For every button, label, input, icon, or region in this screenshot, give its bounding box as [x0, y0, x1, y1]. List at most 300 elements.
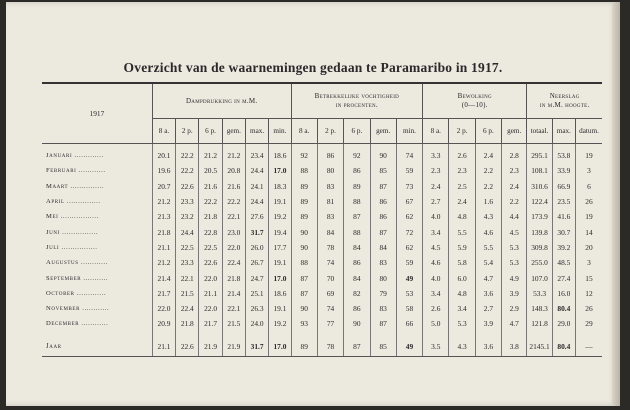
cloud-value: 4.8 — [449, 286, 475, 301]
vapour-value: 24.4 — [245, 163, 268, 178]
cloud-value: 5.5 — [449, 224, 475, 239]
leader-dots: ........... — [81, 274, 109, 282]
month-label — [42, 194, 152, 209]
month-row — [42, 194, 602, 209]
vapour-value: 21.7 — [199, 316, 222, 331]
vapour-value: 17.0 — [269, 270, 291, 285]
vapour-value: 23.3 — [176, 194, 199, 209]
rain-value: 23.5 — [552, 194, 575, 209]
humidity-value: 70 — [317, 270, 343, 285]
cloud-value: 2.5 — [449, 179, 475, 194]
humidity-value: 59 — [396, 255, 422, 270]
vapour-value: 24.4 — [245, 194, 268, 209]
humidity-value: 88 — [291, 255, 317, 270]
vapour-value: 22.5 — [176, 240, 199, 255]
cloud-value: 4.5 — [423, 240, 449, 255]
humidity-value: 49 — [396, 270, 422, 285]
rain-col-2-header: datum. — [575, 119, 602, 144]
vapour-value: 24.7 — [245, 270, 268, 285]
rain-value: 48.5 — [552, 255, 575, 270]
humidity-value: 88 — [291, 163, 317, 178]
humidity-value: 85 — [370, 163, 396, 178]
rain-col-0-header: totaal. — [527, 119, 552, 144]
cloud-value: 2.4 — [449, 194, 475, 209]
vapour-col-2-header: 6 p. — [199, 119, 222, 144]
cloud-value: 2.3 — [449, 163, 475, 178]
month-row — [42, 224, 602, 239]
humidity-header-line1: Betrekkelijke vochtigheid — [314, 92, 400, 100]
vapour-value: 24.1 — [245, 179, 268, 194]
rain-value: 107.0 — [527, 270, 552, 285]
vapour-value: 26.3 — [245, 301, 268, 316]
month-row — [42, 270, 602, 285]
rain-value: 3 — [575, 163, 602, 178]
humidity-value: 79 — [370, 286, 396, 301]
cloud-value: 2.4 — [475, 144, 501, 163]
month-label — [42, 270, 152, 285]
month-label — [42, 316, 152, 331]
vapour-value: 22.0 — [152, 301, 175, 316]
vapour-value: 21.6 — [199, 179, 222, 194]
cloud-value: 4.5 — [502, 224, 527, 239]
month-name: September — [46, 274, 82, 282]
humidity-value: 90 — [291, 224, 317, 239]
vapour-value: 21.2 — [199, 144, 222, 163]
vapour-value: 20.8 — [222, 163, 245, 178]
month-name: November — [46, 305, 81, 313]
vapour-value: 21.3 — [152, 209, 175, 224]
vapour-value: 31.7 — [245, 338, 268, 357]
month-row — [42, 144, 602, 163]
vapour-value: 21.9 — [222, 338, 245, 357]
month-label — [42, 209, 152, 224]
vapour-value: 23.0 — [222, 224, 245, 239]
vapour-value: 22.0 — [222, 240, 245, 255]
cloud-value: 3.3 — [423, 144, 449, 163]
humidity-value: 87 — [291, 286, 317, 301]
month-row — [42, 163, 602, 178]
cloud-value: 4.6 — [475, 224, 501, 239]
rain-value: 26 — [575, 194, 602, 209]
vapour-value: 17.0 — [269, 338, 291, 357]
vapour-value: 22.2 — [222, 194, 245, 209]
month-name: October — [46, 289, 75, 297]
cloud-value: 3.9 — [502, 286, 527, 301]
rain-value: 33.9 — [552, 163, 575, 178]
cloud-value: 3.9 — [475, 316, 501, 331]
vapour-value: 22.5 — [199, 240, 222, 255]
month-name: Mei — [46, 213, 59, 221]
rain-value: 41.6 — [552, 209, 575, 224]
month-label — [42, 255, 152, 270]
vapour-col-4-header: max. — [245, 119, 268, 144]
rain-value: 19 — [575, 144, 602, 163]
vapour-value: 21.7 — [152, 286, 175, 301]
humidity-value: 62 — [396, 209, 422, 224]
humidity-value: 82 — [344, 286, 370, 301]
cloud-value: 2.8 — [502, 144, 527, 163]
leader-dots: ............ — [76, 167, 106, 175]
vapour-value: 21.2 — [152, 194, 175, 209]
humidity-value: 53 — [396, 286, 422, 301]
humidity-value: 86 — [344, 163, 370, 178]
humidity-value: 78 — [317, 338, 343, 357]
humidity-value: 69 — [317, 286, 343, 301]
vapour-value: 17.7 — [269, 240, 291, 255]
rain-value: 53.3 — [527, 286, 552, 301]
table-body — [42, 144, 602, 356]
humidity-value: 80 — [370, 270, 396, 285]
vapour-col-3-header: gem. — [222, 119, 245, 144]
humidity-value: 59 — [396, 163, 422, 178]
humidity-value: 74 — [396, 144, 422, 163]
rain-value: 12 — [575, 286, 602, 301]
humidity-value: 87 — [370, 224, 396, 239]
humidity-value: 81 — [317, 194, 343, 209]
humidity-value: 89 — [344, 179, 370, 194]
rain-value: 66.9 — [552, 179, 575, 194]
humidity-value: 74 — [317, 301, 343, 316]
humidity-value: 86 — [344, 301, 370, 316]
leader-dots: ................ — [59, 228, 99, 236]
cloud-value: 4.8 — [449, 209, 475, 224]
cloud-value: 4.7 — [502, 316, 527, 331]
cloud-value: 3.4 — [423, 224, 449, 239]
rain-value: 6 — [575, 179, 602, 194]
vapour-value: 21.1 — [152, 338, 175, 357]
humidity-value: 87 — [344, 338, 370, 357]
cloud-value: 2.3 — [423, 163, 449, 178]
vapour-value: 22.2 — [176, 144, 199, 163]
cloud-value: 4.3 — [475, 209, 501, 224]
cloud-value: 1.6 — [475, 194, 501, 209]
humidity-value: 67 — [396, 194, 422, 209]
month-name: Juni — [46, 228, 60, 236]
humidity-value: 89 — [291, 209, 317, 224]
vapour-value: 22.0 — [199, 301, 222, 316]
humidity-value: 87 — [291, 270, 317, 285]
humidity-value: 92 — [344, 144, 370, 163]
vapour-value: 21.4 — [152, 270, 175, 285]
humidity-col-2-header: 6 p. — [344, 119, 370, 144]
rain-value: 14 — [575, 224, 602, 239]
vapour-value: 22.1 — [176, 270, 199, 285]
vapour-value: 21.2 — [222, 144, 245, 163]
cloud-value: 2.2 — [475, 179, 501, 194]
cloud-value: 2.9 — [502, 301, 527, 316]
month-label — [42, 286, 152, 301]
rain-value: 148.3 — [527, 301, 552, 316]
leader-dots: ............. — [72, 152, 104, 160]
cloud-value: 5.4 — [475, 255, 501, 270]
humidity-value: 58 — [396, 301, 422, 316]
humidity-value: 93 — [291, 316, 317, 331]
rain-value: 39.2 — [552, 240, 575, 255]
vapour-value: 19.1 — [269, 194, 291, 209]
cloud-value: 3.5 — [423, 338, 449, 357]
cloud-group-header — [423, 83, 527, 119]
vapour-value: 18.6 — [269, 286, 291, 301]
vapour-value: 19.4 — [269, 224, 291, 239]
rain-value: 173.9 — [527, 209, 552, 224]
rain-group-header — [527, 83, 602, 119]
month-label — [42, 144, 152, 163]
vapour-value: 21.5 — [176, 286, 199, 301]
cloud-value: 2.2 — [502, 194, 527, 209]
rain-value: 122.4 — [527, 194, 552, 209]
vapour-value: 21.8 — [152, 224, 175, 239]
humidity-value: 78 — [317, 240, 343, 255]
vapour-value: 20.5 — [199, 163, 222, 178]
cloud-value: 5.9 — [449, 240, 475, 255]
rain-value: 29 — [575, 316, 602, 331]
cloud-col-0-header: 8 a. — [423, 119, 449, 144]
vapour-col-0-header: 8 a. — [152, 119, 175, 144]
vapour-value: 21.8 — [176, 316, 199, 331]
month-row — [42, 255, 602, 270]
cloud-value: 5.0 — [423, 316, 449, 331]
leader-dots: ............ — [80, 305, 110, 313]
vapour-col-5-header: min. — [269, 119, 291, 144]
vapour-value: 22.6 — [176, 179, 199, 194]
vapour-value: 21.4 — [222, 286, 245, 301]
vapour-value: 19.2 — [269, 316, 291, 331]
humidity-value: 90 — [291, 301, 317, 316]
cloud-value: 2.2 — [475, 163, 501, 178]
cloud-value: 5.3 — [502, 255, 527, 270]
rain-value: 30.7 — [552, 224, 575, 239]
observations-table — [42, 82, 602, 357]
month-name: Februari — [46, 167, 77, 175]
vapour-value: 22.2 — [176, 163, 199, 178]
cloud-value: 4.3 — [449, 338, 475, 357]
year-total-row — [42, 338, 602, 357]
vapour-value: 18.6 — [269, 144, 291, 163]
vapour-value: 21.9 — [199, 338, 222, 357]
rain-value: 16.0 — [552, 286, 575, 301]
month-row — [42, 301, 602, 316]
month-name: Augustus — [46, 259, 79, 267]
month-row — [42, 316, 602, 331]
rain-header-line2: in m.M. hoogte. — [539, 101, 590, 109]
leader-dots: ............... — [68, 182, 105, 190]
leader-dots: ............... — [64, 198, 101, 206]
month-label — [42, 240, 152, 255]
cloud-value: 2.7 — [423, 194, 449, 209]
rain-value: 80.4 — [552, 338, 575, 357]
leader-dots: ................ — [59, 243, 98, 251]
month-label — [42, 179, 152, 194]
vapour-value: 21.6 — [222, 179, 245, 194]
rain-value: 27.4 — [552, 270, 575, 285]
vapour-value: 21.2 — [152, 255, 175, 270]
cloud-value: 5.3 — [449, 316, 475, 331]
cloud-value: 5.8 — [449, 255, 475, 270]
rain-header-line1: Neerslag — [549, 92, 580, 100]
humidity-value: 83 — [370, 255, 396, 270]
cloud-value: 4.6 — [423, 255, 449, 270]
vapour-value: 26.7 — [245, 255, 268, 270]
rain-value: — — [575, 338, 602, 357]
rain-value: 309.8 — [527, 240, 552, 255]
vapour-value: 20.9 — [152, 316, 175, 331]
month-name: April — [46, 198, 65, 206]
cloud-col-1-header: 2 p. — [449, 119, 475, 144]
vapour-value: 22.0 — [199, 270, 222, 285]
humidity-header-line2: in procenten. — [335, 101, 378, 109]
humidity-value: 88 — [344, 224, 370, 239]
book-page — [6, 2, 620, 406]
cloud-value: 5.5 — [475, 240, 501, 255]
vapour-value: 24.4 — [176, 224, 199, 239]
month-row — [42, 209, 602, 224]
leader-dots: ............ — [79, 320, 109, 328]
vapour-value: 22.2 — [199, 194, 222, 209]
cloud-value: 4.0 — [423, 209, 449, 224]
month-name: December — [46, 320, 80, 328]
vapour-value: 21.8 — [199, 209, 222, 224]
humidity-group-header — [291, 83, 423, 119]
humidity-value: 87 — [370, 316, 396, 331]
rain-value: 108.1 — [527, 163, 552, 178]
cloud-value: 3.6 — [475, 286, 501, 301]
cloud-value: 2.4 — [502, 179, 527, 194]
cloud-value: 3.6 — [475, 338, 501, 357]
leader-dots: ................. — [58, 213, 99, 221]
leader-dots: ............ — [78, 259, 108, 267]
vapour-value: 23.2 — [176, 209, 199, 224]
vapour-value: 19.6 — [152, 163, 175, 178]
rain-value: 20 — [575, 240, 602, 255]
humidity-value: 83 — [317, 179, 343, 194]
month-row — [42, 286, 602, 301]
vapour-value: 21.5 — [222, 316, 245, 331]
rain-value: 15 — [575, 270, 602, 285]
month-label — [42, 338, 152, 357]
vapour-value: 24.0 — [245, 316, 268, 331]
rain-value: 29.0 — [552, 316, 575, 331]
month-row — [42, 179, 602, 194]
cloud-value: 4.7 — [475, 270, 501, 285]
rain-value: 255.0 — [527, 255, 552, 270]
vapour-group-header: Dampdrukking in m.M. — [152, 83, 291, 119]
rain-value: 19 — [575, 209, 602, 224]
vapour-value: 22.6 — [176, 338, 199, 357]
cloud-value: 3.8 — [502, 338, 527, 357]
vapour-col-1-header: 2 p. — [176, 119, 199, 144]
rain-value: 3 — [575, 255, 602, 270]
humidity-value: 80 — [317, 163, 343, 178]
humidity-value: 66 — [396, 316, 422, 331]
year-header: 1917 — [89, 109, 105, 118]
humidity-value: 83 — [317, 209, 343, 224]
vapour-value: 22.6 — [199, 255, 222, 270]
vapour-value: 21.1 — [199, 286, 222, 301]
rain-value: 121.8 — [527, 316, 552, 331]
cloud-value: 3.4 — [423, 286, 449, 301]
cloud-value: 4.0 — [423, 270, 449, 285]
vapour-value: 19.1 — [269, 255, 291, 270]
cloud-value: 2.6 — [449, 144, 475, 163]
humidity-value: 72 — [396, 224, 422, 239]
cloud-value: 4.9 — [502, 270, 527, 285]
humidity-value: 92 — [291, 144, 317, 163]
vapour-value: 21.1 — [152, 240, 175, 255]
cloud-value: 2.4 — [423, 179, 449, 194]
vapour-value: 21.8 — [222, 270, 245, 285]
month-label — [42, 163, 152, 178]
humidity-value: 86 — [370, 194, 396, 209]
rain-value: 80.4 — [552, 301, 575, 316]
humidity-value: 84 — [370, 240, 396, 255]
humidity-value: 89 — [291, 179, 317, 194]
cloud-value: 4.4 — [502, 209, 527, 224]
humidity-value: 87 — [344, 209, 370, 224]
humidity-value: 74 — [317, 255, 343, 270]
humidity-value: 86 — [344, 255, 370, 270]
vapour-value: 20.7 — [152, 179, 175, 194]
group-header-row — [42, 83, 602, 119]
vapour-value: 22.1 — [222, 209, 245, 224]
month-label — [42, 224, 152, 239]
humidity-value: 90 — [344, 316, 370, 331]
cloud-col-3-header: gem. — [502, 119, 527, 144]
vapour-value: 20.1 — [152, 144, 175, 163]
humidity-value: 84 — [344, 240, 370, 255]
vapour-value: 18.3 — [269, 179, 291, 194]
cloud-value: 6.0 — [449, 270, 475, 285]
vapour-value: 25.1 — [245, 286, 268, 301]
humidity-value: 84 — [344, 270, 370, 285]
vapour-value: 23.3 — [176, 255, 199, 270]
humidity-value: 84 — [317, 224, 343, 239]
month-name: Januari — [46, 152, 73, 160]
vapour-value: 22.1 — [222, 301, 245, 316]
cloud-value: 2.7 — [475, 301, 501, 316]
humidity-value: 90 — [370, 144, 396, 163]
cloud-value: 2.3 — [502, 163, 527, 178]
humidity-value: 89 — [291, 338, 317, 357]
humidity-col-1-header: 2 p. — [317, 119, 343, 144]
humidity-value: 87 — [370, 179, 396, 194]
humidity-value: 88 — [344, 194, 370, 209]
rain-value: 139.8 — [527, 224, 552, 239]
cloud-value: 2.6 — [423, 301, 449, 316]
vapour-value: 22.4 — [222, 255, 245, 270]
vapour-value: 26.0 — [245, 240, 268, 255]
humidity-value: 73 — [396, 179, 422, 194]
cloud-value: 5.3 — [502, 240, 527, 255]
page-title: Overzicht van de waarnemingen gedaan te Paramaribo in 1917. — [123, 60, 503, 75]
humidity-value: 89 — [291, 194, 317, 209]
month-name: Juli — [46, 243, 60, 251]
humidity-col-3-header: gem. — [370, 119, 396, 144]
vapour-value: 17.0 — [269, 163, 291, 178]
month-row — [42, 240, 602, 255]
humidity-value: 62 — [396, 240, 422, 255]
vapour-value: 22.4 — [176, 301, 199, 316]
month-label — [42, 301, 152, 316]
humidity-value: 85 — [370, 338, 396, 357]
month-name: Jaar — [46, 343, 62, 351]
vapour-value: 27.6 — [245, 209, 268, 224]
month-name: Maart — [46, 182, 69, 190]
cloud-col-2-header: 6 p. — [475, 119, 501, 144]
rain-value: 295.1 — [527, 144, 552, 163]
vapour-value: 22.8 — [199, 224, 222, 239]
humidity-value: 86 — [370, 209, 396, 224]
vapour-value: 31.7 — [245, 224, 268, 239]
